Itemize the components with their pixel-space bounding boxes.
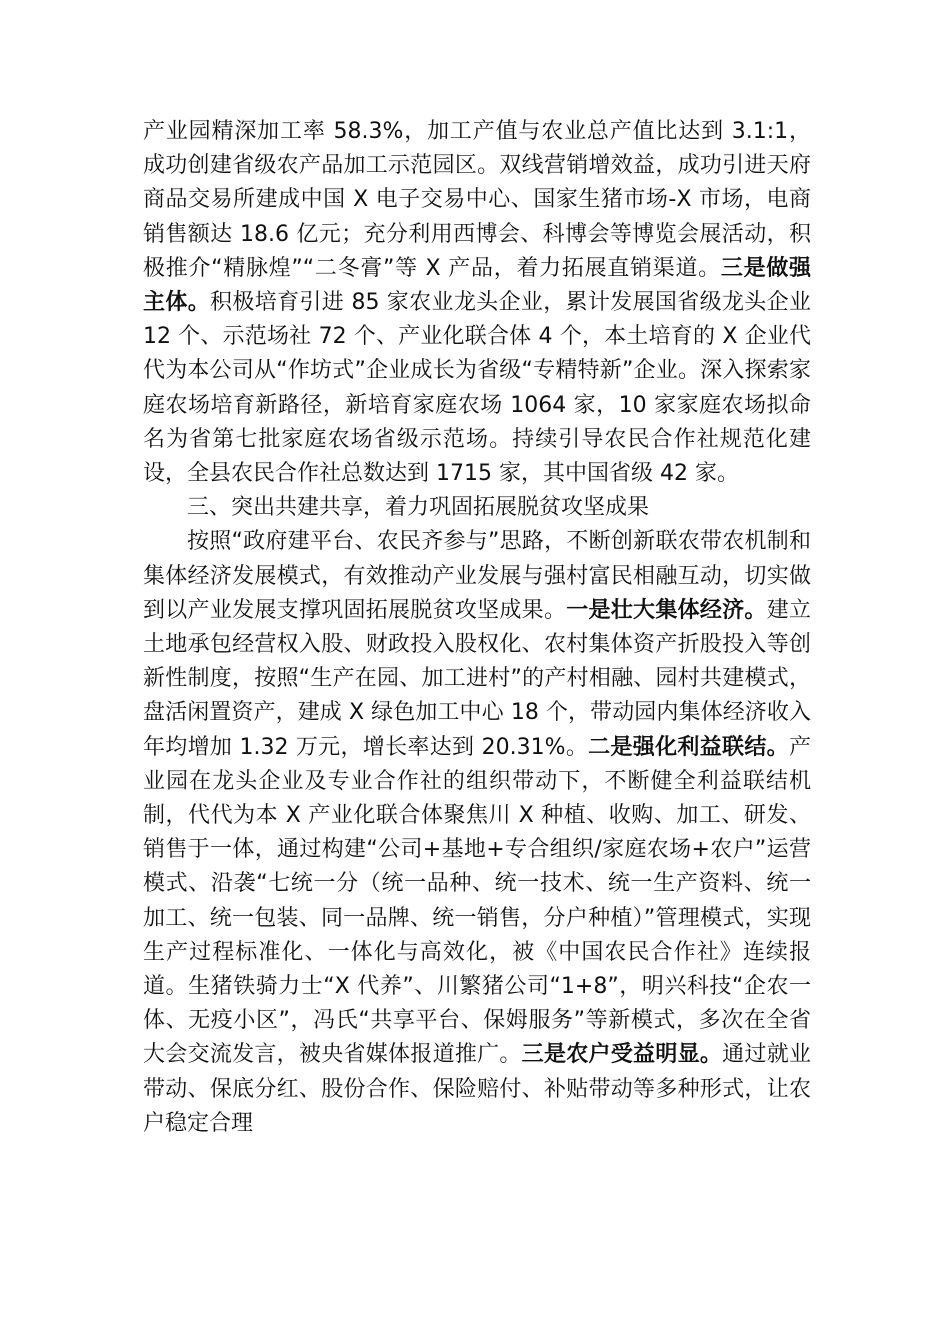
bold-lead-strengthen-entities: 三是做强主体。 bbox=[143, 255, 811, 316]
paragraph-text: 积极培育引进 85 家农业龙头企业，累计发展国省级龙头企业 12 个、示范场社 72 个、产业化联合体 4 个，本土培育的 X 企业代代为本公司从“作坊式”企业成长为省级“专精特新”企业。深入探索家庭农场培育新路径，新培育家庭农场 1064 家，10 家家庭农场拟命名为省第七批家庭农场省级示范场。持续引导农民合作社规范化建设，全县农民合作社总数达到 1715 家，其中国省级 42 家。 bbox=[143, 290, 811, 487]
section-heading-three: 三、突出共建共享，着力巩固拓展脱贫攻坚成果 bbox=[187, 495, 650, 521]
paragraph-text: 产业园精深加工率 58.3%，加工产值与农业总产值比达到 3.1:1，成功创建省级农产品加工示范园区。双线营销增效益，成功引进天府商品交易所建成中国 X 电子交易中心、国家生猪市场-X 市场，电商销售额达 18.6 亿元；充分利用西博会、科博会等博览会展活动，积极推介“精脉煌”“二冬膏”等 X 产品，着力拓展直销渠道。 bbox=[143, 119, 811, 281]
bold-lead-benefit-linkage: 二是强化利益联结。 bbox=[588, 734, 789, 760]
bold-lead-collective-economy: 一是壮大集体经济。 bbox=[566, 597, 767, 623]
paragraph-production-and-entities bbox=[143, 115, 811, 491]
bold-lead-farmer-benefit: 三是农户受益明显。 bbox=[521, 1042, 723, 1068]
paragraph-shared-development bbox=[143, 525, 811, 1141]
paragraph-text: 建立土地承包经营权入股、财政投入股权化、农村集体资产折股投入等创新性制度，按照“生产在园、加工进村”的产村相融、园村共建模式，盘活闲置资产，建成 X 绿色加工中心 18 个，带动园内集体经济收入年均增加 1.32 万元，增长率达到 20.31%。 bbox=[143, 597, 811, 760]
paragraph-text: 产业园在龙头企业及专业合作社的组织带动下，不断健全利益联结机制，代代为本 X 产业化联合体聚焦川 X 种植、收购、加工、研发、销售于一体，通过构建“公司+基地+专合组织/家庭农场+农户”运营模式、沿袭“七统一分（统一品种、统一技术、统一生产资料、统一加工、统一包装、同一品牌、统一销售，分户种植）”管理模式，实现生产过程标准化、一体化与高效化，被《中国农民合作社》连续报道。生猪铁骑力士“X 代养”、川繁猪公司“1+8”，明兴科技“企农一体、无疫小区”，冯氏“共享平台、保姆服务”等新模式，多次在全省大会交流发言，被央省媒体报道推广。 bbox=[143, 734, 811, 1068]
paragraph-text: 通过就业带动、保底分红、股份合作、保险赔付、补贴带动等多种形式，让农户稳定合理 bbox=[143, 1042, 811, 1136]
paragraph-text: 按照“政府建平台、农民齐参与”思路，不断创新联农带农机制和集体经济发展模式，有效推动产业发展与强村富民相融互动，切实做到以产业发展支撑巩固拓展脱贫攻坚成果。 bbox=[143, 529, 811, 623]
document-body bbox=[143, 115, 811, 1141]
